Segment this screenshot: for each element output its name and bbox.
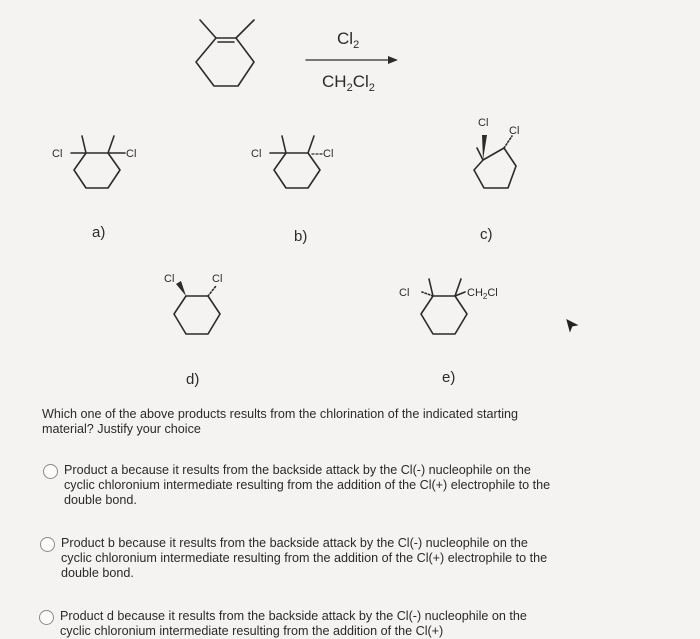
starting-material-cyclohexene	[196, 20, 254, 86]
structure-b-left-cl: Cl	[251, 148, 262, 160]
structure-b-right-cl: Cl	[323, 148, 334, 160]
option-d-radio[interactable]	[39, 610, 54, 625]
label-c: c)	[480, 226, 493, 243]
option-d-text: Product d because it results from the backside attack by the Cl(-) nucleophile on the cyclic chloronium intermediate resulting from the addition of the Cl(+)	[60, 609, 527, 638]
label-d: d)	[186, 371, 200, 388]
structure-c-top-cl: Cl	[478, 117, 489, 129]
reagent-ch2cl2: $CH_2Cl_2$	[322, 72, 375, 94]
reagent-cl2: $Cl_2$	[337, 29, 360, 51]
structure-e-ch2cl: $CH_2Cl$	[467, 287, 498, 301]
question-text: Which one of the above products results from the chlorination of the indicated starting material? Justify your choice	[42, 407, 519, 436]
structure-a	[71, 136, 125, 188]
option-b-radio[interactable]	[40, 537, 55, 552]
label-a: a)	[92, 224, 106, 241]
label-b: b)	[294, 228, 308, 245]
structure-d-wedge	[176, 281, 186, 296]
structure-d	[174, 286, 220, 334]
structure-e	[421, 279, 467, 334]
structure-c	[474, 136, 516, 188]
reaction-arrow	[306, 56, 398, 64]
label-e: e)	[442, 369, 456, 386]
structure-a-right-cl: Cl	[126, 148, 137, 160]
structure-b	[270, 136, 322, 188]
structure-e-left-cl: Cl	[399, 287, 410, 299]
structure-d-right-cl: Cl	[212, 273, 223, 285]
option-d[interactable]	[39, 609, 559, 639]
structure-a-left-cl: Cl	[52, 148, 63, 160]
option-b-text: Product b because it results from the backside attack by the Cl(-) nucleophile on the cyclic chloronium intermediate resulting from the addition of the Cl(+) electrophile to the double bond.	[61, 536, 548, 580]
mouse-pointer-icon	[565, 318, 579, 334]
structure-c-wedge	[482, 135, 487, 160]
option-a-text: Product a because it results from the backside attack by the Cl(-) nucleophile on the cyclic chloronium intermediate resulting from the addition of the Cl(+) electrophile to the double bond.	[64, 463, 551, 507]
structure-c-right-cl: Cl	[509, 125, 520, 137]
option-a-radio[interactable]	[43, 464, 58, 479]
option-a[interactable]	[43, 463, 563, 508]
option-b[interactable]	[40, 536, 560, 581]
structure-d-left-cl: Cl	[164, 273, 175, 285]
